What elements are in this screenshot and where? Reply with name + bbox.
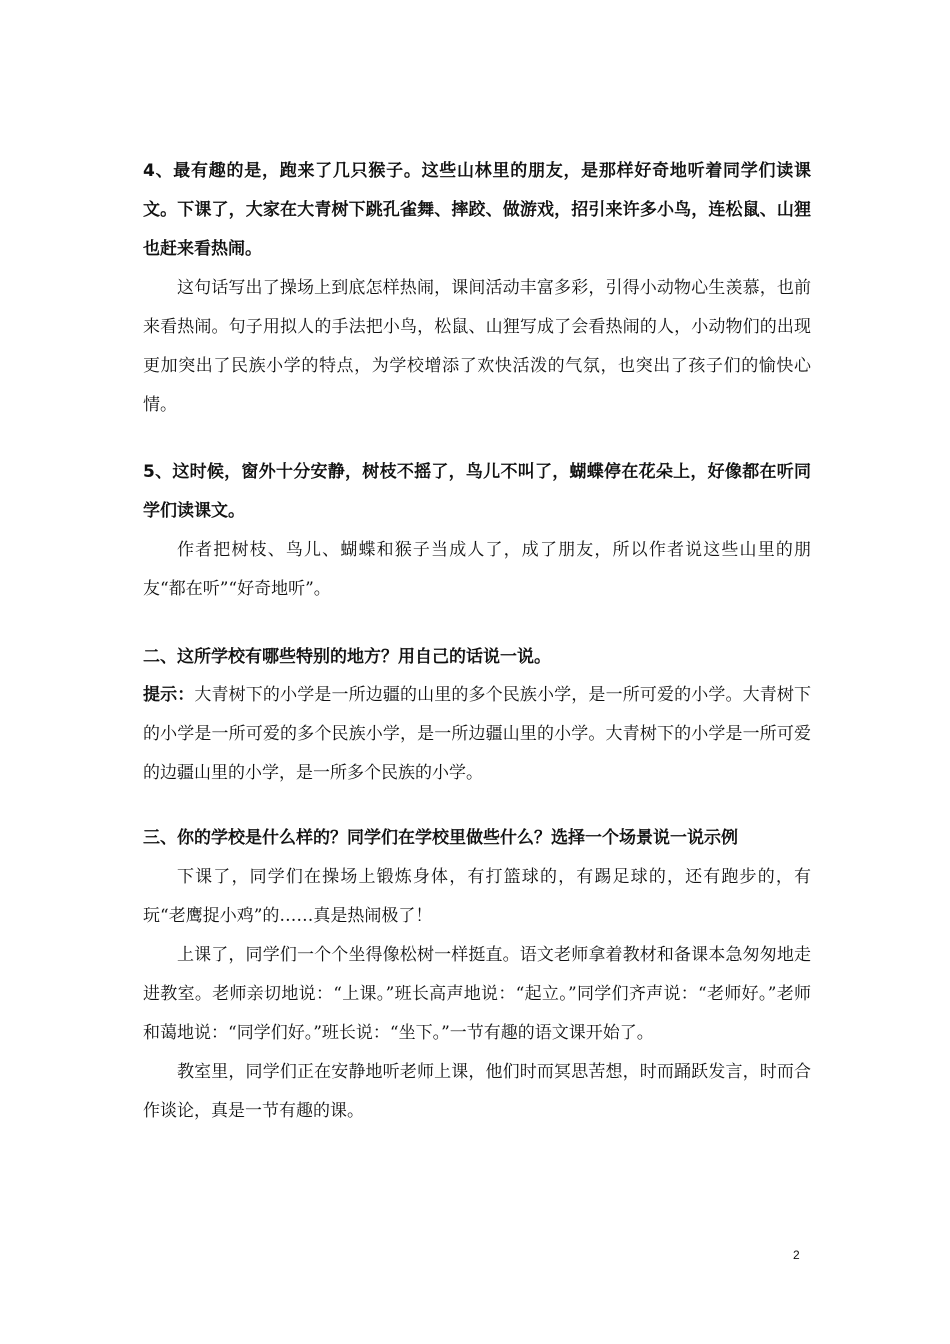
- question-3-title: 三、你的学校是什么样的？同学们在学校里做些什么？选择一个场景说一说示例: [143, 828, 738, 848]
- section-4-title: 4、最有趣的是，跑来了几只猴子。这些山林里的朋友，是那样好奇地听着同学们读课文。下课了，大家在大青树下跳孔雀舞、摔跤、做游戏，招引来许多小鸟，连松鼠、山狸也赶来看热闹。: [143, 161, 811, 259]
- hint-label: 提示：: [143, 685, 195, 705]
- example-paragraph-1: 下课了，同学们在操场上锻炼身体，有打篮球的，有踢足球的，还有跑步的，有玩“老鹰捉小鸡”的……真是热闹极了！: [143, 867, 811, 926]
- example-paragraph-3: 教室里，同学们正在安静地听老师上课，他们时而冥思苦想，时而踊跃发言，时而合作谈论，真是一节有趣的课。: [143, 1062, 811, 1121]
- question-2-title: 二、这所学校有哪些特别的地方？用自己的话说一说。: [143, 647, 551, 667]
- page-number: 2: [793, 1248, 800, 1262]
- section-4-paragraph: 这句话写出了操场上到底怎样热闹，课间活动丰富多彩，引得小动物心生羡慕，也前来看热闹。句子用拟人的手法把小鸟，松鼠、山狸写成了会看热闹的人，小动物们的出现更加突出了民族小学的特点，为学校增添了欢快活泼的气氛，也突出了孩子们的愉快心情。: [143, 278, 811, 415]
- section-5-paragraph: 作者把树枝、鸟儿、蝴蝶和猴子当成人了，成了朋友，所以作者说这些山里的朋友“都在听”“好奇地听”。: [143, 540, 811, 599]
- example-paragraph-2: 上课了，同学们一个个坐得像松树一样挺直。语文老师拿着教材和备课本急匆匆地走进教室。老师亲切地说：“上课。”班长高声地说：“起立。”同学们齐声说：“老师好。”老师和蔼地说：“同学们好。”班长说：“坐下。”一节有趣的语文课开始了。: [143, 945, 811, 1043]
- question-2-hint: [143, 676, 811, 793]
- section-5-title: 5、这时候，窗外十分安静，树枝不摇了，鸟儿不叫了，蝴蝶停在花朵上，好像都在听同学们读课文。: [143, 462, 811, 521]
- page-content: [143, 152, 811, 1131]
- hint-text: 大青树下的小学是一所边疆的山里的多个民族小学，是一所可爱的小学。大青树下的小学是一所可爱的多个民族小学，是一所边疆山里的小学。大青树下的小学是一所可爱的边疆山里的小学，是一所多个民族的小学。: [143, 685, 812, 783]
